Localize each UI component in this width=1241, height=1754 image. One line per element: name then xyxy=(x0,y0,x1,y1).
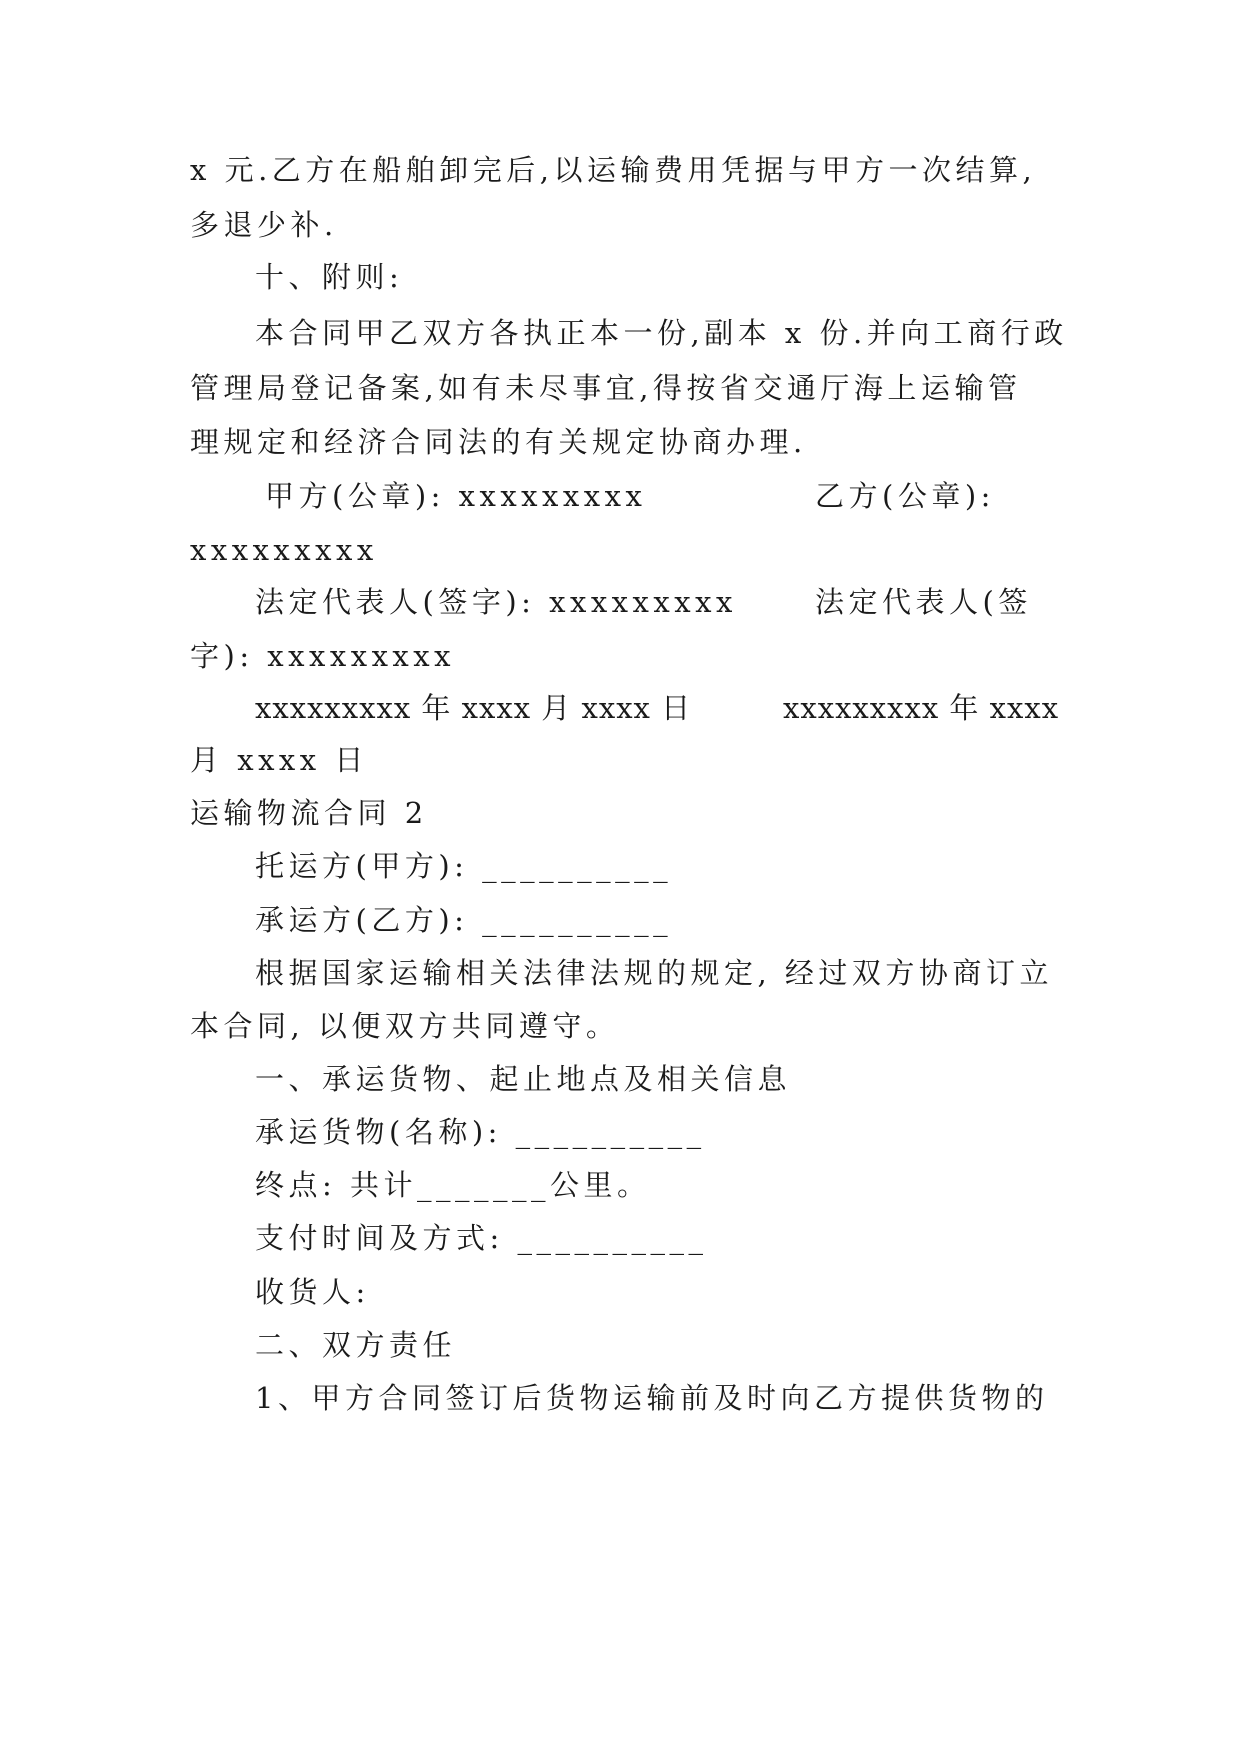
section-heading: 二、双方责任 xyxy=(255,1328,457,1362)
party-b-seal: 乙方(公章): xyxy=(815,479,995,513)
text-line: 1、甲方合同签订后货物运输前及时向乙方提供货物的 xyxy=(255,1381,1049,1415)
consignor-line: 托运方(甲方): __________ xyxy=(255,849,673,883)
party-a-seal: 甲方(公章): xxxxxxxxx xyxy=(265,479,647,513)
party-a-representative: 法定代表人(签字): xxxxxxxxx xyxy=(255,585,737,619)
contract-title: 运输物流合同 2 xyxy=(190,796,428,830)
text-line: 管理局登记备案,如有未尽事宜,得按省交通厅海上运输管 xyxy=(190,371,1022,405)
consignee-line: 收货人: xyxy=(255,1275,370,1309)
section-heading: 十、附则: xyxy=(255,260,404,294)
text-line: 本合同, 以便双方共同遵守。 xyxy=(190,1009,620,1043)
text-line: 根据国家运输相关法律法规的规定, 经过双方协商订立 xyxy=(255,956,1053,990)
party-a-date: xxxxxxxxx 年 xxxx 月 xxxx 日 xyxy=(255,691,692,725)
section-heading: 一、承运货物、起止地点及相关信息 xyxy=(255,1062,792,1096)
party-b-representative: 法定代表人(签 xyxy=(815,585,1032,619)
text-line: 多退少补. xyxy=(190,208,338,242)
party-b-date: xxxxxxxxx 年 xxxx xyxy=(783,691,1060,725)
text-line: 本合同甲乙双方各执正本一份,副本 x 份.并向工商行政 xyxy=(255,316,1068,350)
text-line: xxxxxxxxx xyxy=(190,533,378,567)
text-line: x 元.乙方在船舶卸完后,以运输费用凭据与甲方一次结算, xyxy=(190,153,1037,187)
text-line: 字): xxxxxxxxx xyxy=(190,639,455,673)
carrier-line: 承运方(乙方): __________ xyxy=(255,903,673,937)
destination-line: 终点: 共计_______公里。 xyxy=(255,1168,651,1202)
text-line: 理规定和经济合同法的有关规定协商办理. xyxy=(190,425,807,459)
text-line: 月 xxxx 日 xyxy=(190,743,368,777)
payment-line: 支付时间及方式: __________ xyxy=(255,1221,708,1255)
goods-name-line: 承运货物(名称): __________ xyxy=(255,1115,706,1149)
